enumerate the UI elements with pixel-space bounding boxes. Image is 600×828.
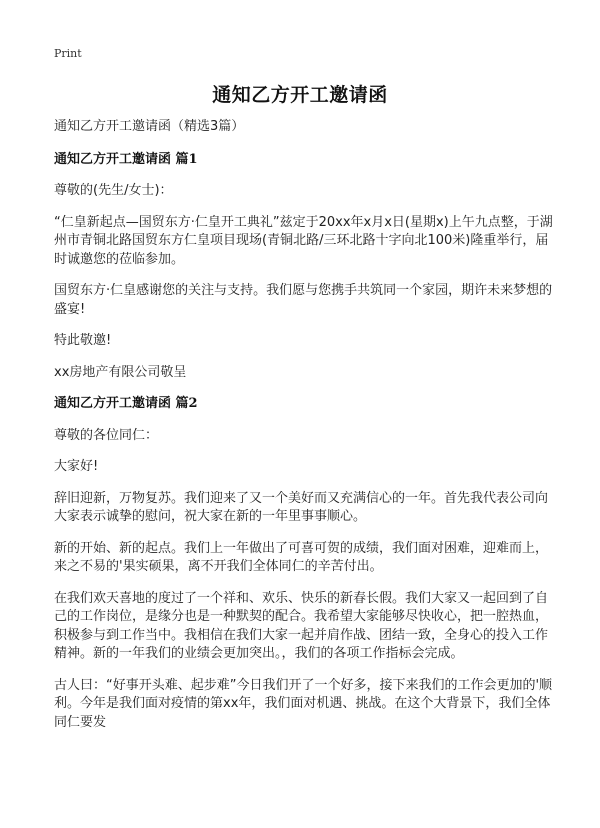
section-1-paragraph-1: “仁皇新起点—国贸东方·仁皇开工典礼”兹定于20xx年x月x日(星期x)上午九点整，于湖州市青铜北路国贸东方仁皇项目现场(青铜北路/三环北路十字向北100米)隆重举行，届时诚邀您的莅临参加。 (54, 214, 553, 267)
section-2-paragraph-2: 新的开始、新的起点。我们上一年做出了可喜可贺的成绩，我们面对困难，迎难而上，来之不易的'果实硕果，离不开我们全体同仁的辛苦付出。 (54, 540, 549, 574)
section-1-paragraph-2: 国贸东方·仁皇感谢您的关注与支持。我们愿与您携手共筑同一个家园，期许未来梦想的盛宴! (54, 283, 553, 317)
page-title: 通知乙方开工邀请函 (212, 84, 388, 106)
section-2-hello: 大家好! (54, 459, 99, 474)
section-2-greeting: 尊敬的各位同仁： (54, 427, 159, 443)
section-1-heading: 通知乙方开工邀请函 篇1 (54, 151, 198, 167)
section-2-paragraph-1: 辞旧迎新，万物复苏。我们迎来了又一个美好而又充满信心的一年。首先我代表公司向大家表示诚挚的慰问，祝大家在新的一年里事事顺心。 (54, 490, 549, 524)
section-1-signature: xx房地产有限公司敬呈 (54, 364, 187, 380)
section-2-heading: 通知乙方开工邀请函 篇2 (54, 396, 198, 411)
document-subtitle: 通知乙方开工邀请函（精选3篇） (54, 119, 245, 134)
section-2-paragraph-4: 古人曰：“好事开头难、起步难”今日我们开了一个好多，接下来我们的工作会更加的'顺利。今年是我们面对疫情的第xx年，我们面对机遇、挑战。在这个大背景下，我们全体同仁要发 (54, 677, 553, 730)
section-1-greeting: 尊敬的(先生/女士)： (54, 183, 173, 198)
section-1-closing: 特此敬邀! (54, 333, 112, 348)
document-body (54, 118, 554, 745)
section-2-paragraph-3: 在我们欢天喜地的度过了一个祥和、欢乐、快乐的新春长假。我们大家又一起回到了自己的工作岗位，是缘分也是一种默契的配合。我希望大家能够尽快收心，把一腔热血，积极参与到工作当中。我相信在我们大家一起并肩作战、团结一致，全身心的投入工作精神。新的一年我们的业绩会更加突出。，我们的各项工作指标会完成。 (54, 590, 549, 661)
print-link[interactable]: Print (54, 47, 82, 60)
